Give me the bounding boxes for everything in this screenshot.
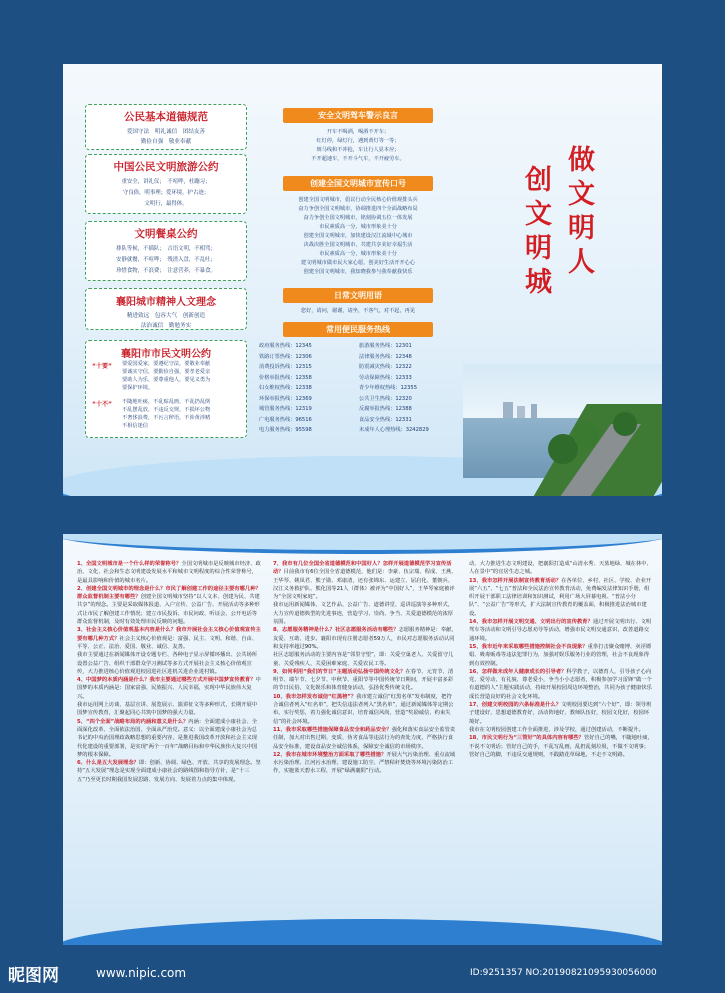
- faq-answer: 开展大气污染治理、重点流域水污染治理、江河污水治理、建设施工防尘、严禁秸秆焚烧等环境污染防治工作，实施蓝天碧水工程，开展“绿满襄阳”行动。: [273, 751, 456, 775]
- faq-answer: 在春节、元宵节、清明节、端午节、七夕节、中秋节、重阳节等中国传统节日期间，开展丰富多彩的节日民俗、文化娱乐和体育健身活动，弘扬优秀传统文化。: [273, 668, 454, 692]
- faq-answer: 通过开展文明出行、文明驾车等活动和文明引导志愿劝导等活动，增强市民文明交通意识，改善道路交通环境。: [469, 619, 652, 642]
- slogan-line: 市民素质高一分，城市形象美十分: [319, 224, 397, 230]
- hotline-item: 青少年维权热线：12355: [359, 385, 418, 391]
- faq-question: 6、什么是五大发展理念？: [77, 760, 139, 767]
- hotline-item: 铁路订票热线：12306: [259, 353, 312, 360]
- driving-line: 开车不喝酒，喝酒不开车；: [326, 129, 390, 135]
- ten-bu-list: [122, 398, 210, 430]
- slogan-char: 文: [568, 179, 595, 210]
- slogan-line: 创建全国文明城市，加快建设汉江流域中心城市: [303, 233, 413, 239]
- hotline-item: 旅游服务热线：12301: [359, 343, 412, 349]
- hotline-item: 城管服务热线：12319: [259, 406, 312, 412]
- faq-answer: 我市运用网上访谈、基层宣讲、展览展示、演讲征文等多种形式，长期开展中国梦宣传教育，汇聚起同心共筑中国梦的强大力量。: [77, 702, 258, 717]
- ten-yao-label: “十要”: [92, 363, 112, 370]
- slogan-line: 创建全国文明城市，我知晓我参与我奉献我快乐: [303, 269, 413, 275]
- travel-convention-line: 重安全，讲礼仪； 不喧哗，杜蹦习；: [121, 179, 211, 185]
- watermark-logo: 昵图网: [8, 966, 59, 986]
- citizen-convention-box: [85, 340, 247, 438]
- ten-yao-line: 要诚实守信，要勤俭自强，要孝老爱亲: [122, 369, 211, 375]
- faq-answer: 重拳打击聚众赌博、卖淫嫖娼、吸毒贩毒等违法犯罪行为，加强对娱乐服务行业的管理，社会不良现象得到有效控制。: [469, 643, 652, 667]
- slogan-line: 奋力争创全国文明城市，铭刻协调五位一体发展: [303, 215, 413, 221]
- dining-convention-box: [85, 221, 247, 281]
- watermark-id: ID:9251357 NO:20190821095930056000: [470, 968, 657, 978]
- ten-bu-label: “十不”: [92, 401, 112, 408]
- faq-question: 10、我市怎样发布诚信“红黑榜”？: [273, 693, 357, 700]
- faq-question: 5、“四个全面”战略布局的内涵和意义是什么？: [77, 718, 189, 725]
- ten-yao-line: 要助人为乐，要尊重他人，要见义勇为: [122, 377, 211, 383]
- faq-question: 13、我市怎样开展法制宣传教育活动？: [469, 577, 562, 584]
- hotline-item: 公共卫生热线：12320: [359, 395, 412, 402]
- slogan-char: 明: [525, 233, 552, 264]
- slogan-create-city: [525, 164, 552, 300]
- slogan-char: 人: [568, 247, 595, 278]
- hotline-item: 劳动保障热线：12333: [359, 374, 412, 381]
- hotline-item: 价格举报热线：12358: [259, 374, 312, 381]
- hotline-list-right: [359, 341, 429, 436]
- moral-code-title: 公民基本道德规范: [124, 111, 208, 123]
- faq-question: 1、全国文明城市是一个什么样的荣誉称号？: [77, 561, 182, 567]
- travel-convention-box: [85, 154, 247, 214]
- faq-question: 7、我市有几位全国全省道德模范和中国好人？怎样开展道德模范学习宣传活动？: [273, 561, 452, 576]
- faq-answer: 强化和落实食品安全监管责任制，加大对出售过期、变质、伪劣食品等违法行为的查处力度，严格执行食品安全标准，建设食品安全诚信体系，保障安全诚信的市场秩序。: [273, 726, 456, 750]
- faq-answer: 在各单位、乡村、社区、学校、企业开展“六五”、“七五”普法和全民法治宣传教育活动，免费编发法律知识手册，组织开展干部职工法律培训和知识测试，利用广场大屏幕电视、“普法小分队”、“公益广告”等形式，扩大法制宣传教育的覆盖面，积极推进法治城市建设。: [469, 577, 652, 617]
- faq-answer: 创建全国文明城市坚持“以人文本、创建为民、共建共享”的理念。主要是采取媒体报道、入户宣传、公益广告、开展活动等多种形式让市民了解创建工作情况；建立市民投诉、市民问政、听证会、公开电话等群众监督机制，及时有效处理市民反映的问题。: [77, 594, 260, 626]
- faq-answer: 文明校园要达到“六个好”，即：领导班子建设好，思想道德教育好，活动阵地好，教师队伍好，校园文化好，校园环境好。: [469, 702, 652, 725]
- faq-answer: 志愿服务精神是：奉献、友爱、互助、进步。襄阳市现有注册志愿者59万人，市民对志愿服务活动认同和支持率超过90%。: [273, 627, 457, 650]
- dining-convention-line: 安静就餐，不喧哗； 残渣入盘，不乱吐；: [116, 257, 216, 263]
- city-spirit-title: 襄阳城市精神人文理念: [116, 297, 216, 308]
- slogan-line: 建文明城市做市民大家心愿，创美好生活开开心心: [300, 260, 416, 266]
- ten-yao-list: [122, 360, 210, 392]
- back-panel: [63, 534, 662, 945]
- faq-answer: 全国文明城市是反映城市经济、政治、文化、社会和生态文明建设发展水平和城市文明程度的综合性荣誉称号，是最具影响和价值的城市名片。: [77, 561, 261, 584]
- hotline-item: 未成年人心理热线：3242829: [359, 427, 429, 433]
- hotline-item: 防震减灾热线：12322: [359, 364, 412, 370]
- faq-column-1: [77, 560, 261, 784]
- faq-answer: 中国梦的本质内涵是：国家富强、民族振兴、人民幸福，实现中华民族伟大复兴。: [77, 677, 261, 700]
- hotline-item: 食品安全热线：12331: [359, 416, 412, 423]
- faq-question: 18、市民文明行为“三管好”的具体内容有哪些？: [469, 735, 584, 742]
- travel-convention-line: 守良俗，明事理；爱环境，护古迹；: [122, 190, 210, 196]
- ten-yao-line: 要爱国爱家，要遵纪守法，要敬业奉献: [122, 361, 211, 367]
- faq-answer: 科学教子，以德育人，引导孩子心向党、爱劳动、有礼貌、尊老爱小，争当小小志愿者，积极参加学习雷锋“做一个有道德的人”主题实践活动，持续开展校园周边环境整治，共同为孩子健康快乐成长营造良好的社会文化环境。: [469, 668, 652, 700]
- faq-answer: 管好自己的嘴，不随地吐痰，不说不文明话；管好自己的手，不乱写乱画，乱扔乱刻垃圾，不做不文明事；管好自己的脚，不违反交通规则，不践踏花草绿地，不走不文明路。: [469, 735, 653, 758]
- faq-answer: 内涵：全面建成小康社会、全面深化改革、全面依法治国、全面从严治党。意义：以全面建成小康社会为总书记的中央治国理政战略思想的重要内容，是推进我国改革开放和社会主义现代化建设的重要部署，是实现“两个一百年”战略目标和中华民族伟大复兴中国梦的根本保障。: [77, 718, 258, 758]
- driving-line: 斑马线和不冲抢，车让行人显本应；: [316, 147, 400, 153]
- faq-answer: 我市主要通过在新闻媒体开设专题专栏、各种电子显示屏循环播出、公共场所设置公益广告、组织干部群众学习测试等多方式开展社会主义核心价值观宣传，大力推进核心价值观进校园进社区进机关进企业进村镇。: [77, 652, 258, 675]
- faq-answer: 社会主义核心价值观是：富强、民主、文明、和谐、自由、平等、公正、法治、爱国、敬业、诚信、友善。: [77, 635, 258, 650]
- travel-convention-title: 中国公民文明旅游公约: [113, 161, 219, 173]
- hotline-heading: 常用便民服务热线: [283, 322, 433, 337]
- hotline-item: 广电服务热线：96516: [259, 416, 312, 423]
- slogan-char: 做: [568, 145, 595, 176]
- faq-answer: 我市在文明校园创建工作全面推进，涉及学校，通过创建活动，不断提升。: [469, 726, 644, 733]
- ten-bu-line: 不随地吐痰，不乱贴乱画，不乱扔乱倒: [122, 399, 211, 405]
- hotline-item: 政府服务热线：12345: [259, 343, 312, 349]
- citizen-convention-title: 襄阳市市民文明公约: [121, 349, 211, 360]
- faq-question: 4、中国梦的本质内涵是什么？我市主要通过哪些方式开展中国梦宣传教育？: [77, 677, 256, 684]
- faq-answer: 目前我市有6位全国全省道德模范，他们是：李豪、伍宗瑞、程成、王燕、王华琴、姚凤君、熊子勋、邓康清，还有张锦东、运建立、屈启化、董朝兵、汉江义务救护队、熊化国等21人（群体）被评为“中国好人”，王华琴家庭被评为“全国文明家庭”。: [273, 569, 457, 601]
- faq-answer: 我市运用新闻媒体、文艺作品、公益广告、道德讲堂、巡讲巡演等多种形式，大力宣传道德典型的先进事迹，营造学习、崇尚、争当、关爱道德模范的浓厚氛围。: [273, 602, 454, 626]
- hotline-item: 环保举报热线：12369: [259, 395, 312, 402]
- city-spirit-line: 精进致远 包容大气 创新创造: [126, 313, 206, 319]
- hotline-list-left: [259, 341, 312, 436]
- faq-question: 14、我市怎样开展文明交通、文明出行的宣传教育？: [469, 619, 593, 626]
- hotline-item: 妇女维权热线：12338: [259, 385, 312, 391]
- faq-question: 9、如何利用“我们的节日”主题活动弘扬中国传统文化？: [273, 668, 406, 675]
- moral-code-box: [85, 104, 247, 150]
- ten-bu-line: 不乱摆乱放，不违反交规，不损坏公物: [122, 407, 211, 413]
- faq-question: 11、我市采取哪些措施保障食品安全和药品安全？: [273, 726, 392, 733]
- slogan-line: 创建全国文明城市，倡议行动全民核心价值观排头兵: [298, 197, 418, 203]
- faq-question: 2、创建全国文明城市的理念是什么？市民了解创建工作的途径主要有哪几种？群众监督机制主要有哪些？: [77, 585, 261, 601]
- faq-answer: 即：创新、协调、绿色、开放、共享的发展理念。坚持“五大发展”理念是实现全面建成小康社会的路线图和指导方针，是“十三五”乃至更长时期我国发展思路、发展方向、发展着力点的集中体现。: [77, 760, 261, 783]
- dining-convention-title: 文明餐桌公约: [134, 228, 198, 240]
- watermark-site: www.nipic.com: [96, 966, 187, 980]
- faq-question: 16、怎样做未成年人健康成长的引导者？: [469, 668, 567, 675]
- travel-convention-line: 文明行，最得体。: [144, 201, 188, 207]
- slogan-char: 文: [525, 199, 552, 230]
- driving-heading: 安全文明驾车警示良言: [283, 108, 433, 123]
- faq-column-2: [273, 560, 457, 776]
- faq-answer: 动，大力推进生态文明建设，把襄阳打造成“山清水秀、天蓝地绿、城在林中、人在景中”的宜居生态之城。: [469, 561, 652, 576]
- driving-line: 不开超速车，不开斗气车，不开疲劳车。: [311, 156, 405, 162]
- hotline-item: 法律服务热线：12348: [359, 353, 412, 360]
- dining-convention-line: 排队等候，不插队； 吉语文明，不相骂；: [116, 246, 216, 252]
- slogan-heading: 创建全国文明城市宣传口号: [283, 176, 433, 191]
- slogan-char: 创: [525, 165, 552, 196]
- slogan-be-civil: [568, 144, 595, 280]
- driving-line: 红灯停，绿灯行，遇到黄灯等一等；: [316, 138, 400, 144]
- ten-yao-line: 要保护环境。: [122, 385, 154, 391]
- faq-answer: 我市建立诚信“红黑名单”发布制度，把符合诚信者列入“红名单”，把失信违法者列入“黑名单”，通过新闻媒体等定期公布，实行奖惩，着力强化诚信意识，培育诚信风尚，营造“奖励诚信、约束失信”的社会环境。: [273, 693, 454, 725]
- front-panel: [63, 64, 662, 496]
- faq-question: 3、社会主义核心价值观基本内容是什么？我市开展社会主义核心价值观宣传主要有哪几种方式？: [77, 627, 261, 642]
- hotline-item: 电力服务热线：95598: [259, 427, 312, 433]
- faq-question: 8、志愿服务精神是什么？社区志愿服务活动有哪些？: [273, 627, 399, 634]
- slogan-char: 城: [525, 267, 552, 298]
- hotline-item: 反腐举报热线：12388: [359, 406, 412, 412]
- phrases-line: 您好，请问，谢谢，请坐，不客气，对不起，再见: [300, 308, 416, 314]
- slogan-line: 奋力争创全国文明城市，协调推进四个全面战略布局: [298, 206, 418, 212]
- faq-column-3: [469, 560, 653, 759]
- moral-code-line: 爱国守法 明礼诚信 团结友善: [126, 129, 206, 135]
- slogan-char: 明: [568, 213, 595, 244]
- moral-code-line: 勤俭自强 敬业奉献: [140, 139, 192, 145]
- city-spirit-box: [85, 288, 247, 330]
- city-river-photo: [463, 364, 662, 496]
- faq-answer: 社区志愿服务活动的主要内容是“邻里守望”，即：关爱空巢老人、关爱留守儿童、关爱残疾人、关爱困难家庭、关爱农民工等。: [273, 652, 454, 667]
- ten-bu-line: 不奢侈浪费，不污言秽语，不涉黄涉赌: [122, 415, 211, 421]
- phrases-heading: 日常文明用语: [283, 288, 433, 303]
- hotline-item: 消费投诉热线：12315: [259, 364, 312, 370]
- faq-question: 17、创建文明校园的六条标准是什么？: [469, 702, 562, 709]
- dining-convention-line: 珍惜食物，不浪费； 注意营养，不暴食。: [116, 268, 216, 274]
- slogan-line: 市民素质高一分，城市形象美十分: [319, 251, 397, 257]
- bottom-wave: [63, 919, 662, 945]
- slogan-line: 决战决胜全国文明城市，共建共享美好幸福生活: [303, 242, 413, 248]
- city-spirit-line: 法治诚信 勤勉务实: [140, 323, 192, 329]
- faq-question: 12、我市在城市环境整治方面采取了哪些措施？: [273, 751, 387, 758]
- ten-bu-line: 不相信迷信: [122, 423, 148, 429]
- faq-question: 15、我市近年来采取哪些措施控制社会不良现象？: [469, 643, 588, 650]
